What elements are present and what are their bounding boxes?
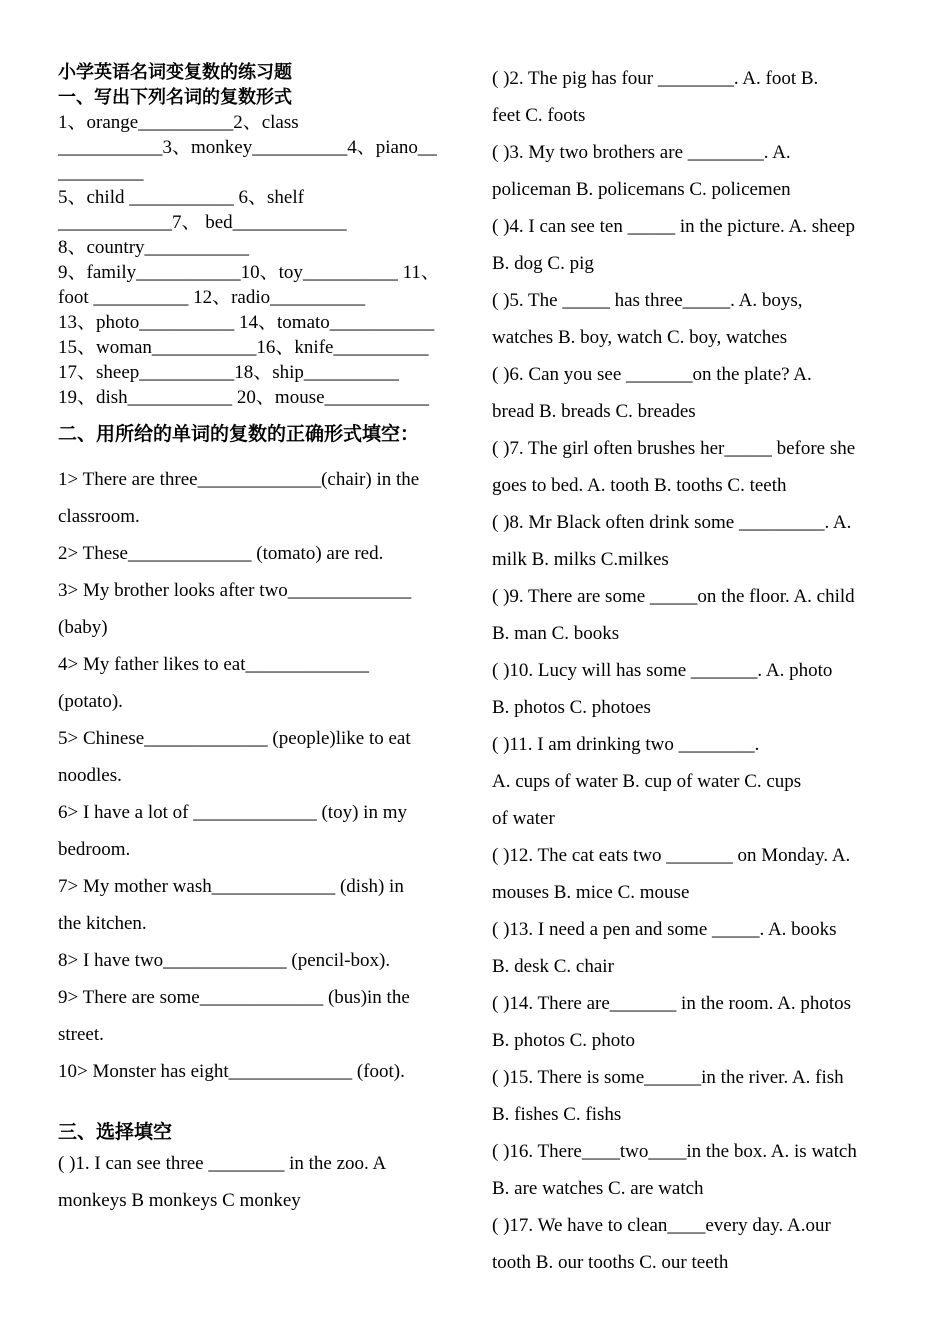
question-line: policeman B. policemans C. policemen	[492, 179, 791, 200]
question-line: mouses B. mice C. mouse	[492, 882, 690, 903]
section1-line: 9、family___________10、toy__________ 11、	[58, 262, 440, 283]
section2-line: 6> I have a lot of _____________ (toy) in my	[58, 802, 407, 823]
question-line: milk B. milks C.milkes	[492, 549, 669, 570]
section1-line: 19、dish___________ 20、mouse___________	[58, 387, 430, 408]
section1-list	[58, 110, 468, 410]
question-line: ( )7. The girl often brushes her_____ before she	[492, 438, 856, 459]
section2-line: 3> My brother looks after two_____________	[58, 580, 412, 601]
question-line: B. dog C. pig	[492, 253, 594, 274]
question-line: ( )5. The _____ has three_____. A. boys,	[492, 290, 803, 311]
section1-line: ____________7、 bed____________	[58, 212, 347, 233]
question-line: B. are watches C. are watch	[492, 1178, 704, 1199]
question-line: ( )4. I can see ten _____ in the picture. A. sheep	[492, 216, 855, 237]
question-line: ( )15. There is some______in the river. A. fish	[492, 1067, 844, 1088]
section2-line: 1> There are three_____________(chair) in the	[58, 469, 420, 490]
question-line: ( )14. There are_______ in the room. A. photos	[492, 993, 851, 1014]
question-line: tooth B. our tooths C. our teeth	[492, 1252, 729, 1273]
section1-line: _________	[58, 162, 144, 183]
section1-line: 15、woman___________16、knife__________	[58, 337, 429, 358]
section2-line: 4> My father likes to eat_____________	[58, 654, 369, 675]
section1-heading: 一、写出下列名词的复数形式	[58, 87, 292, 108]
section2-line: the kitchen.	[58, 913, 147, 934]
question-line: watches B. boy, watch C. boy, watches	[492, 327, 788, 348]
section1-line: 17、sheep__________18、ship__________	[58, 362, 399, 383]
question-line: ( )10. Lucy will has some _______. A. photo	[492, 660, 833, 681]
section3-right-list	[492, 60, 922, 1281]
question-line: of water	[492, 808, 555, 829]
question-line: ( )6. Can you see _______on the plate? A.	[492, 364, 812, 385]
question-line: ( )2. The pig has four ________. A. foot B.	[492, 68, 819, 89]
question-line: goes to bed. A. tooth B. tooths C. teeth	[492, 475, 787, 496]
question-line: bread B. breads C. breades	[492, 401, 696, 422]
question-line: ( )9. There are some _____on the floor. A. child	[492, 586, 855, 607]
document-title: 小学英语名词变复数的练习题	[58, 62, 292, 83]
left-column	[58, 60, 468, 1219]
section2-line: 5> Chinese_____________ (people)like to eat	[58, 728, 411, 749]
section2-line: 9> There are some_____________ (bus)in the	[58, 987, 410, 1008]
section2-list	[58, 461, 468, 1090]
section2-line: street.	[58, 1024, 104, 1045]
question-line: ( )1. I can see three ________ in the zoo. A	[58, 1153, 387, 1174]
section1-line: 13、photo__________ 14、tomato___________	[58, 312, 435, 333]
section1-line: foot __________ 12、radio__________	[58, 287, 366, 308]
section2-line: bedroom.	[58, 839, 131, 860]
section2-line: 8> I have two_____________ (pencil-box).	[58, 950, 391, 971]
question-line: B. fishes C. fishs	[492, 1104, 622, 1125]
question-line: ( )3. My two brothers are ________. A.	[492, 142, 791, 163]
section2-line: (potato).	[58, 691, 123, 712]
question-line: B. photos C. photo	[492, 1030, 636, 1051]
question-line: B. man C. books	[492, 623, 620, 644]
question-line: B. desk C. chair	[492, 956, 614, 977]
section3-heading: 三、选择填空	[58, 1121, 173, 1143]
question-line: feet C. foots	[492, 105, 586, 126]
section1-line: ___________3、monkey__________4、piano__	[58, 137, 437, 158]
question-line: ( )8. Mr Black often drink some _________. A.	[492, 512, 852, 533]
question-line: B. photos C. photoes	[492, 697, 651, 718]
question-line: monkeys B monkeys C monkey	[58, 1190, 301, 1211]
section2-line: 10> Monster has eight_____________ (foot).	[58, 1061, 405, 1082]
question-line: ( )11. I am drinking two ________.	[492, 734, 760, 755]
section3-left-list	[58, 1145, 468, 1219]
question-line: A. cups of water B. cup of water C. cups	[492, 771, 802, 792]
question-line: ( )13. I need a pen and some _____. A. books	[492, 919, 837, 940]
section1-line: 8、country___________	[58, 237, 250, 258]
question-line: ( )17. We have to clean____every day. A.our	[492, 1215, 831, 1236]
section2-line: 7> My mother wash_____________ (dish) in	[58, 876, 404, 897]
section2-line: 2> These_____________ (tomato) are red.	[58, 543, 384, 564]
section2-line: classroom.	[58, 506, 140, 527]
section2-line: noodles.	[58, 765, 122, 786]
section1-line: 1、orange__________2、class	[58, 112, 299, 133]
section1-line: 5、child ___________ 6、shelf	[58, 187, 304, 208]
question-line: ( )12. The cat eats two _______ on Monday. A.	[492, 845, 851, 866]
section2-line: (baby)	[58, 617, 108, 638]
right-column	[492, 60, 922, 1281]
section2-heading: 二、用所给的单词的复数的正确形式填空：	[58, 423, 420, 445]
question-line: ( )16. There____two____in the box. A. is watch	[492, 1141, 857, 1162]
